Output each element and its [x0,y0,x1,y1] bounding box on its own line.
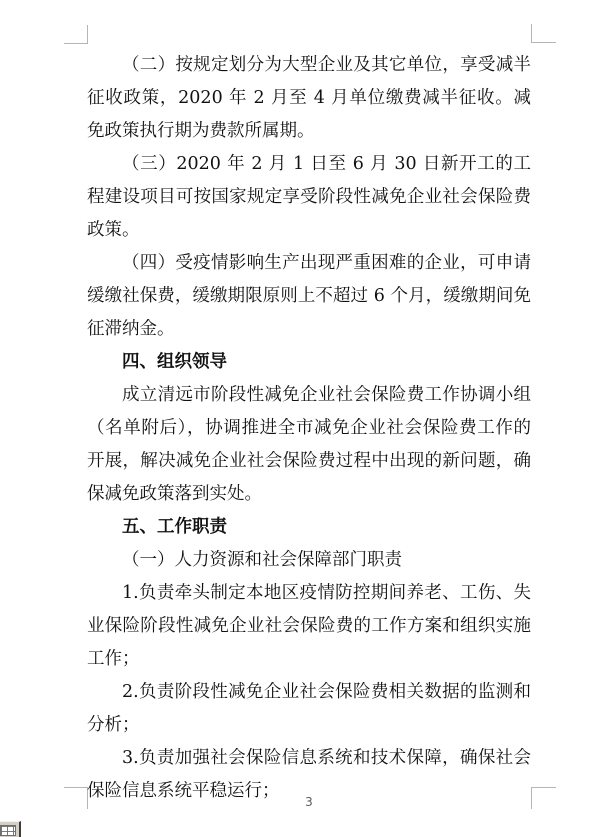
text-boundary-mark-top-left [64,25,88,44]
table-grid-icon-cells [0,825,16,836]
paragraph: （四）受疫情影响生产出现严重困难的企业，可申请缓缴社保费，缓缴期限原则上不超过 6 个月，缓缴期间免征滞纳金。 [87,253,531,339]
paragraph: （二）按规定划分为大型企业及其它单位，享受减半征收政策，2020 年 2 月至 4 月单位缴费减半征收。减免政策执行期为费款所属期。 [87,55,531,141]
paragraph: 2.负责阶段性减免企业社会保险费相关数据的监测和分析； [87,682,531,735]
paragraph: （一）人力资源和社会保障部门职责 [122,550,402,570]
text-boundary-mark-top-right [531,24,556,43]
text-boundary-mark-bottom-left [64,787,88,809]
document-content [87,43,531,808]
section-heading: 五、工作职责 [122,517,227,537]
section-heading: 四、组织领导 [122,352,227,372]
text-boundary-mark-bottom-right [531,787,556,809]
paragraph: （三）2020 年 2 月 1 日至 6 月 30 日新开工的工程建设项目可按国家规定享受阶段性减免企业社会保险费政策。 [87,154,531,240]
paragraph: 1.负责牵头制定本地区疫情防控期间养老、工伤、失业保险阶段性减免企业社会保险费的工作方案和组织实施工作； [87,583,531,669]
page-number: 3 [305,795,313,809]
table-grid-view-icon[interactable] [0,821,21,837]
paragraph: 成立清远市阶段性减免企业社会保险费工作协调小组（名单附后），协调推进全市减免企业社会保险费工作的开展，解决减免企业社会保险费过程中出现的新问题，确保减免政策落到实处。 [87,385,531,504]
paragraph: 3.负责加强社会保险信息系统和技术保障，确保社会保险信息系统平稳运行； [87,748,531,801]
